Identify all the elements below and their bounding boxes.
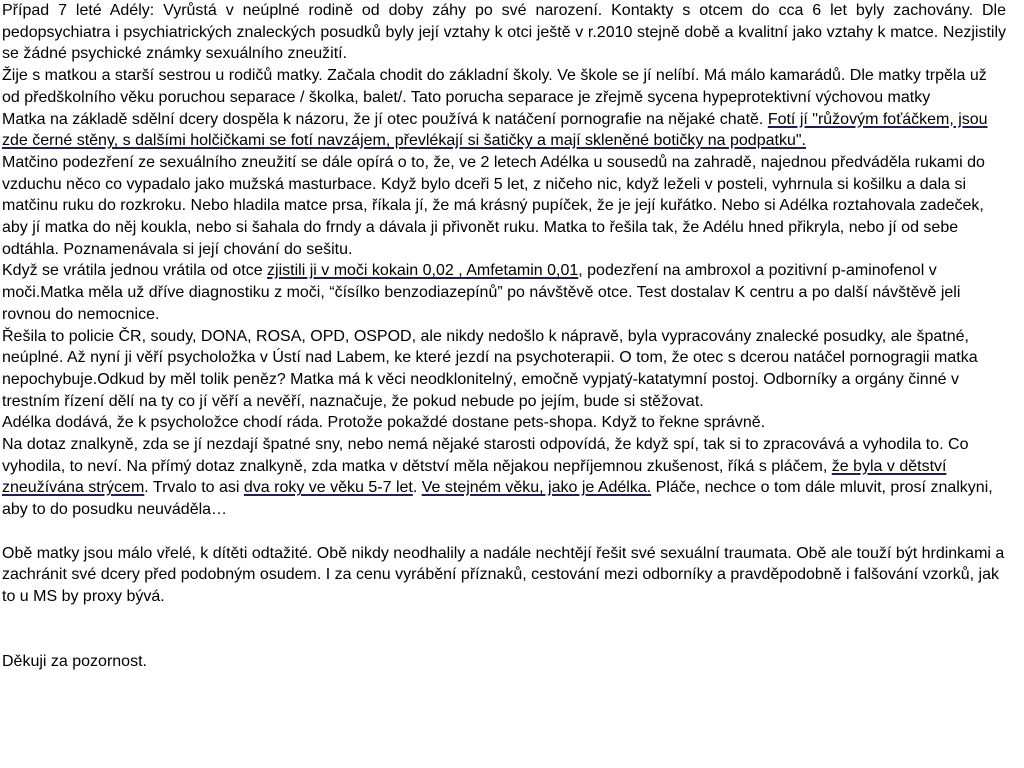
blank-line [2,521,1006,543]
paragraph-living-situation [2,65,1006,108]
mother-belief-text: Matka na základě sdělní dcery dospěla k názoru, že jí otec používá k natáčení pornografie na nějaké chatě. [2,110,768,128]
paragraph-mother-belief [2,109,1006,152]
underlined-abuse-uncle: že byla v dětství zneužívána strýcem [2,457,947,497]
paragraph-urine-test [2,260,1006,325]
expert-questions-text-mid2: . [412,479,422,497]
paragraph-authorities [2,326,1006,413]
case-intro-text: Případ 7 leté Adély: Vyrůstá v neúplné rodině od doby záhy po své narození. Kontakty s otcem do cca 6 let byly zachovány. Dle pedopsychiatra i psychiatrických znaleckých posudků byly její vztahy k otci ještě v r.2010 stejně době a kvalitní jako vztahy k matce. Nezjistily se žádné psychické známky sexuálního zneužití. [2,2,1006,63]
suspicion-details-text: Matčino podezření ze sexuálního zneužití se dále opírá o to, že, ve 2 letech Adélka u sousedů na zahradě, najednou předváděla rukami do vzduchu něco co vypadalo jako mužská masturbace. Když bylo dceři 5 let, z ničeho nic, když leželi v posteli, vyhrnula si košilku a dala si matčinu ruku do rozkroku. Nebo hladila matce prsa, říkala jí, že má krásný pupíček, že je její kuřátko. Nebo si Adélka roztahovala zadeček, aby jí matka do něj koukla, nebo si šahala do frndy a dávala ji přivonět ruku. Matka to řešila tak, že Adélu hned přikryla, nebo jí od sebe odtáhla. Poznamenávala si její chování do sešitu. [2,153,985,258]
expert-questions-text-end: Pláče, nechce o tom dále mluvit, prosí znalkyni, aby to do posudku neuváděla… [2,479,993,519]
underlined-photo-quote: Fotí jí "růžovým foťáčkem, jsou zde černé stěny, s dalšími holčičkami se fotí navzájem, převlékají si šatičky a mají skleněné botičky na podpatku". [2,110,988,150]
underlined-drug-findings: zjistili ji v moči kokain 0,02 , Amfetamin 0,01 [267,262,579,280]
paragraph-thanks [2,651,1006,673]
paragraph-case-intro [2,0,1006,65]
paragraph-psychologist [2,412,1006,434]
expert-questions-text-start: Na dotaz znalkyně, zda se jí nezdají špatné sny, nebo nemá nějaké starosti odpovídá, že když spí, tak si to zpracovává a vyhodila to. Co vyhodila, to neví. Na přímý dotaz znalkyně, zda matka v dětství měla nějakou nepříjemnou zkušenost, říká s pláčem, [2,436,969,475]
living-situation-text: Žije s matkou a starší sestrou u rodičů matky. Začala chodit do základní školy. Ve škole se jí nelíbí. Má málo kamarádů. Dle matky trpěla už od předškolního věku poruchou separace / školka, balet/. Tato porucha separace je zřejmě sycena hypeprotektivní výchovou matky [2,67,987,106]
document-body [2,0,1006,673]
paragraph-expert-questions [2,434,1006,521]
paragraph-suspicion-details [2,152,1006,261]
urine-test-text-end: , podezření na ambroxol a pozitivní p-aminofenol v moči.Matka měla už dříve diagnostiku z moči, “čísílko benzodiazepínů” po návštěvě otce. Test dostalav K centru a po další návštěvě jeli rovnou do nemocnice. [2,262,961,323]
blank-lines [2,608,1006,651]
expert-questions-text-mid1: . Trvalo to asi [144,479,244,497]
authorities-text: Řešila to policie ČR, soudy, DONA, ROSA, OPD, OSPOD, ale nikdy nedošlo k nápravě, byla vypracovány znalecké posudky, ale špatné, neúplné. Až nyní ji věří psycholožka v Ústí nad Labem, ke které jezdí na psychoterapii. O tom, že otec s dcerou natáčel pornogragii matka nepochybuje.Odkud by měl tolik peněz? Matka má k věci neodklonitelný, emočně vypjatý-katatymní postoj. Odborníky a orgány činné v trestním řízení dělí na ty co jí věří a nevěří, naznačuje, že pokud nebude po jejím, bude si stěžovat. [2,327,978,410]
underlined-abuse-duration: dva roky ve věku 5-7 let [243,479,413,497]
thanks-text: Děkuji za pozornost. [2,653,147,671]
underlined-same-age: Ve stejném věku, jako je Adélka. [421,479,652,497]
conclusion-text: Obě matky jsou málo vřelé, k dítěti odtažité. Obě nikdy neodhalily a nadále nechtějí řešit své sexuální traumata. Obě ale touží být hrdinkami a zachránit své dcery před podobným osudem. I za cenu vyrábění příznaků, cestování mezi odborníky a pravděpodobně i falšování vzorků, jak to u MS by proxy bývá. [2,544,1005,605]
urine-test-text-start: Když se vrátila jednou vrátila od otce [2,262,268,280]
paragraph-conclusion [2,543,1006,608]
psychologist-text: Adélka dodává, že k psycholožce chodí ráda. Protože pokaždé dostane pets-shopa. Když to řekne správně. [2,414,766,432]
